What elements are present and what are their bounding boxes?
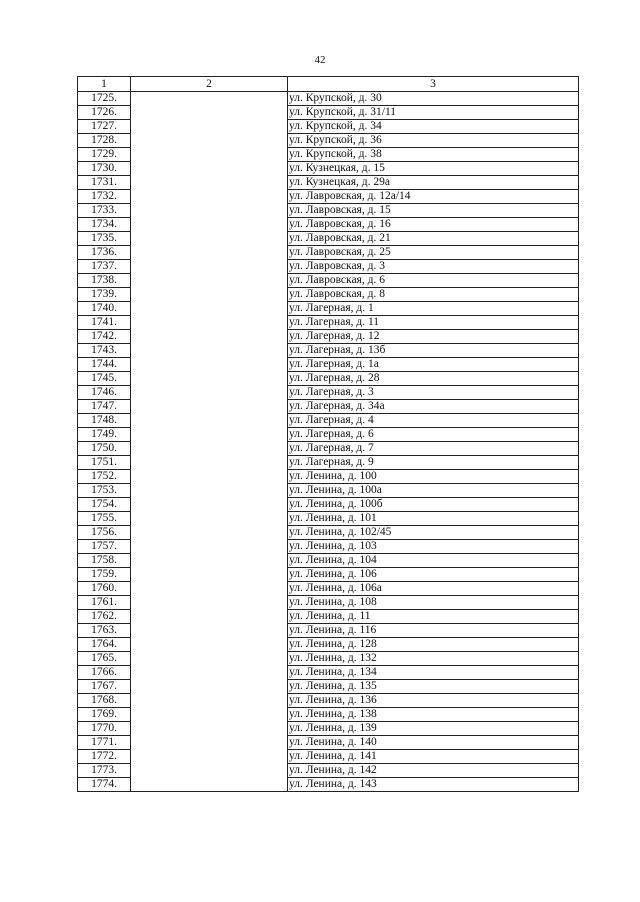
table-row xyxy=(78,372,579,386)
row-address: ул. Лагерная, д. 11 xyxy=(288,316,579,330)
table-row xyxy=(78,134,579,148)
row-address: ул. Ленина, д. 143 xyxy=(288,778,579,792)
row-address: ул. Крупской, д. 38 xyxy=(288,148,579,162)
row-number: 1734. xyxy=(78,218,131,232)
row-empty-cell xyxy=(131,498,288,512)
table-row xyxy=(78,218,579,232)
row-number: 1758. xyxy=(78,554,131,568)
table-row xyxy=(78,106,579,120)
row-address: ул. Ленина, д. 139 xyxy=(288,722,579,736)
row-address: ул. Лагерная, д. 1а xyxy=(288,358,579,372)
row-empty-cell xyxy=(131,540,288,554)
table-row xyxy=(78,274,579,288)
table-row xyxy=(78,288,579,302)
row-number: 1763. xyxy=(78,624,131,638)
row-empty-cell xyxy=(131,456,288,470)
row-number: 1748. xyxy=(78,414,131,428)
row-empty-cell xyxy=(131,148,288,162)
row-address: ул. Крупской, д. 36 xyxy=(288,134,579,148)
table-row xyxy=(78,400,579,414)
row-empty-cell xyxy=(131,624,288,638)
table-row xyxy=(78,736,579,750)
row-address: ул. Ленина, д. 135 xyxy=(288,680,579,694)
table-row xyxy=(78,246,579,260)
table-row xyxy=(78,596,579,610)
row-address: ул. Ленина, д. 100б xyxy=(288,498,579,512)
row-address: ул. Лавровская, д. 25 xyxy=(288,246,579,260)
row-number: 1767. xyxy=(78,680,131,694)
row-empty-cell xyxy=(131,218,288,232)
table-row xyxy=(78,414,579,428)
row-address: ул. Ленина, д. 140 xyxy=(288,736,579,750)
row-empty-cell xyxy=(131,344,288,358)
row-address: ул. Лавровская, д. 6 xyxy=(288,274,579,288)
table-row xyxy=(78,694,579,708)
row-address: ул. Ленина, д. 136 xyxy=(288,694,579,708)
row-address: ул. Лагерная, д. 12 xyxy=(288,330,579,344)
row-address: ул. Ленина, д. 100 xyxy=(288,470,579,484)
row-empty-cell xyxy=(131,358,288,372)
row-address: ул. Ленина, д. 106 xyxy=(288,568,579,582)
header-col-1: 1 xyxy=(78,77,131,92)
row-number: 1774. xyxy=(78,778,131,792)
row-number: 1754. xyxy=(78,498,131,512)
row-address: ул. Ленина, д. 106а xyxy=(288,582,579,596)
row-address: ул. Ленина, д. 108 xyxy=(288,596,579,610)
row-address: ул. Ленина, д. 104 xyxy=(288,554,579,568)
row-number: 1731. xyxy=(78,176,131,190)
table-row xyxy=(78,652,579,666)
row-empty-cell xyxy=(131,204,288,218)
table-row xyxy=(78,750,579,764)
header-col-2: 2 xyxy=(131,77,288,92)
row-empty-cell xyxy=(131,610,288,624)
row-empty-cell xyxy=(131,736,288,750)
row-address: ул. Крупской, д. 31/11 xyxy=(288,106,579,120)
row-empty-cell xyxy=(131,400,288,414)
row-empty-cell xyxy=(131,330,288,344)
row-address: ул. Крупской, д. 34 xyxy=(288,120,579,134)
page-number: 42 xyxy=(314,54,326,66)
row-empty-cell xyxy=(131,680,288,694)
table-row xyxy=(78,316,579,330)
row-address: ул. Ленина, д. 142 xyxy=(288,764,579,778)
row-empty-cell xyxy=(131,484,288,498)
row-empty-cell xyxy=(131,414,288,428)
row-empty-cell xyxy=(131,568,288,582)
table-row xyxy=(78,778,579,792)
row-number: 1733. xyxy=(78,204,131,218)
row-empty-cell xyxy=(131,666,288,680)
row-address: ул. Ленина, д. 138 xyxy=(288,708,579,722)
table-row xyxy=(78,484,579,498)
row-address: ул. Лавровская, д. 21 xyxy=(288,232,579,246)
row-number: 1760. xyxy=(78,582,131,596)
row-number: 1765. xyxy=(78,652,131,666)
row-number: 1751. xyxy=(78,456,131,470)
row-number: 1746. xyxy=(78,386,131,400)
row-number: 1750. xyxy=(78,442,131,456)
row-address: ул. Кузнецкая, д. 15 xyxy=(288,162,579,176)
row-address: ул. Лавровская, д. 8 xyxy=(288,288,579,302)
row-address: ул. Лагерная, д. 4 xyxy=(288,414,579,428)
address-table xyxy=(77,76,579,792)
table-row xyxy=(78,260,579,274)
row-address: ул. Лавровская, д. 12а/14 xyxy=(288,190,579,204)
row-empty-cell xyxy=(131,134,288,148)
row-address: ул. Ленина, д. 101 xyxy=(288,512,579,526)
table-row xyxy=(78,162,579,176)
row-empty-cell xyxy=(131,722,288,736)
header-col-3: 3 xyxy=(288,77,579,92)
row-number: 1736. xyxy=(78,246,131,260)
row-number: 1747. xyxy=(78,400,131,414)
row-empty-cell xyxy=(131,470,288,484)
row-number: 1752. xyxy=(78,470,131,484)
row-number: 1732. xyxy=(78,190,131,204)
row-number: 1756. xyxy=(78,526,131,540)
row-empty-cell xyxy=(131,442,288,456)
row-number: 1768. xyxy=(78,694,131,708)
table-row xyxy=(78,554,579,568)
row-number: 1764. xyxy=(78,638,131,652)
table-row xyxy=(78,582,579,596)
row-number: 1771. xyxy=(78,736,131,750)
row-number: 1770. xyxy=(78,722,131,736)
table-row xyxy=(78,624,579,638)
row-empty-cell xyxy=(131,764,288,778)
row-number: 1725. xyxy=(78,92,131,106)
row-empty-cell xyxy=(131,190,288,204)
table-row xyxy=(78,302,579,316)
row-empty-cell xyxy=(131,708,288,722)
row-address: ул. Ленина, д. 134 xyxy=(288,666,579,680)
row-empty-cell xyxy=(131,120,288,134)
table-row xyxy=(78,568,579,582)
row-number: 1740. xyxy=(78,302,131,316)
row-number: 1762. xyxy=(78,610,131,624)
row-address: ул. Ленина, д. 141 xyxy=(288,750,579,764)
table-row xyxy=(78,708,579,722)
table-body xyxy=(78,92,579,792)
row-number: 1745. xyxy=(78,372,131,386)
row-address: ул. Ленина, д. 11 xyxy=(288,610,579,624)
table-row xyxy=(78,120,579,134)
row-address: ул. Лагерная, д. 3 xyxy=(288,386,579,400)
table-row xyxy=(78,666,579,680)
table-row xyxy=(78,232,579,246)
row-number: 1738. xyxy=(78,274,131,288)
row-address: ул. Кузнецкая, д. 29а xyxy=(288,176,579,190)
row-empty-cell xyxy=(131,652,288,666)
row-empty-cell xyxy=(131,372,288,386)
row-empty-cell xyxy=(131,176,288,190)
table-row xyxy=(78,358,579,372)
row-number: 1742. xyxy=(78,330,131,344)
row-number: 1766. xyxy=(78,666,131,680)
table-row xyxy=(78,344,579,358)
row-number: 1735. xyxy=(78,232,131,246)
table-row xyxy=(78,526,579,540)
row-number: 1755. xyxy=(78,512,131,526)
row-number: 1727. xyxy=(78,120,131,134)
row-empty-cell xyxy=(131,302,288,316)
table-row xyxy=(78,148,579,162)
row-empty-cell xyxy=(131,694,288,708)
row-address: ул. Ленина, д. 116 xyxy=(288,624,579,638)
row-address: ул. Лагерная, д. 1 xyxy=(288,302,579,316)
row-number: 1749. xyxy=(78,428,131,442)
row-address: ул. Лавровская, д. 3 xyxy=(288,260,579,274)
row-empty-cell xyxy=(131,274,288,288)
table-row xyxy=(78,386,579,400)
row-address: ул. Крупской, д. 30 xyxy=(288,92,579,106)
row-empty-cell xyxy=(131,596,288,610)
row-number: 1730. xyxy=(78,162,131,176)
table-row xyxy=(78,680,579,694)
row-empty-cell xyxy=(131,582,288,596)
row-empty-cell xyxy=(131,526,288,540)
row-number: 1759. xyxy=(78,568,131,582)
row-number: 1737. xyxy=(78,260,131,274)
row-address: ул. Ленина, д. 132 xyxy=(288,652,579,666)
row-address: ул. Ленина, д. 103 xyxy=(288,540,579,554)
table-row xyxy=(78,92,579,106)
row-address: ул. Лагерная, д. 6 xyxy=(288,428,579,442)
row-empty-cell xyxy=(131,386,288,400)
row-address: ул. Лавровская, д. 16 xyxy=(288,218,579,232)
table-row xyxy=(78,176,579,190)
row-empty-cell xyxy=(131,106,288,120)
row-empty-cell xyxy=(131,638,288,652)
row-number: 1773. xyxy=(78,764,131,778)
row-address: ул. Лагерная, д. 9 xyxy=(288,456,579,470)
row-number: 1726. xyxy=(78,106,131,120)
table-row xyxy=(78,540,579,554)
table-row xyxy=(78,470,579,484)
table-row xyxy=(78,204,579,218)
row-empty-cell xyxy=(131,288,288,302)
row-address: ул. Лагерная, д. 7 xyxy=(288,442,579,456)
table-row xyxy=(78,638,579,652)
row-address: ул. Ленина, д. 128 xyxy=(288,638,579,652)
table-header-row xyxy=(78,77,579,92)
table-row xyxy=(78,722,579,736)
row-empty-cell xyxy=(131,778,288,792)
row-number: 1772. xyxy=(78,750,131,764)
row-empty-cell xyxy=(131,428,288,442)
row-empty-cell xyxy=(131,554,288,568)
row-number: 1761. xyxy=(78,596,131,610)
row-number: 1729. xyxy=(78,148,131,162)
row-address: ул. Лагерная, д. 13б xyxy=(288,344,579,358)
table-row xyxy=(78,442,579,456)
row-number: 1744. xyxy=(78,358,131,372)
row-address: ул. Ленина, д. 102/45 xyxy=(288,526,579,540)
table-row xyxy=(78,330,579,344)
table-row xyxy=(78,764,579,778)
row-number: 1739. xyxy=(78,288,131,302)
row-number: 1728. xyxy=(78,134,131,148)
row-empty-cell xyxy=(131,162,288,176)
table-row xyxy=(78,428,579,442)
row-address: ул. Лагерная, д. 28 xyxy=(288,372,579,386)
row-number: 1757. xyxy=(78,540,131,554)
row-number: 1753. xyxy=(78,484,131,498)
table-row xyxy=(78,610,579,624)
row-address: ул. Лагерная, д. 34а xyxy=(288,400,579,414)
table-row xyxy=(78,456,579,470)
row-address: ул. Лавровская, д. 15 xyxy=(288,204,579,218)
row-number: 1769. xyxy=(78,708,131,722)
row-empty-cell xyxy=(131,260,288,274)
row-number: 1743. xyxy=(78,344,131,358)
row-address: ул. Ленина, д. 100а xyxy=(288,484,579,498)
row-empty-cell xyxy=(131,246,288,260)
row-empty-cell xyxy=(131,92,288,106)
row-empty-cell xyxy=(131,316,288,330)
row-empty-cell xyxy=(131,512,288,526)
row-empty-cell xyxy=(131,750,288,764)
row-number: 1741. xyxy=(78,316,131,330)
table-row xyxy=(78,512,579,526)
table-row xyxy=(78,190,579,204)
table-row xyxy=(78,498,579,512)
row-empty-cell xyxy=(131,232,288,246)
